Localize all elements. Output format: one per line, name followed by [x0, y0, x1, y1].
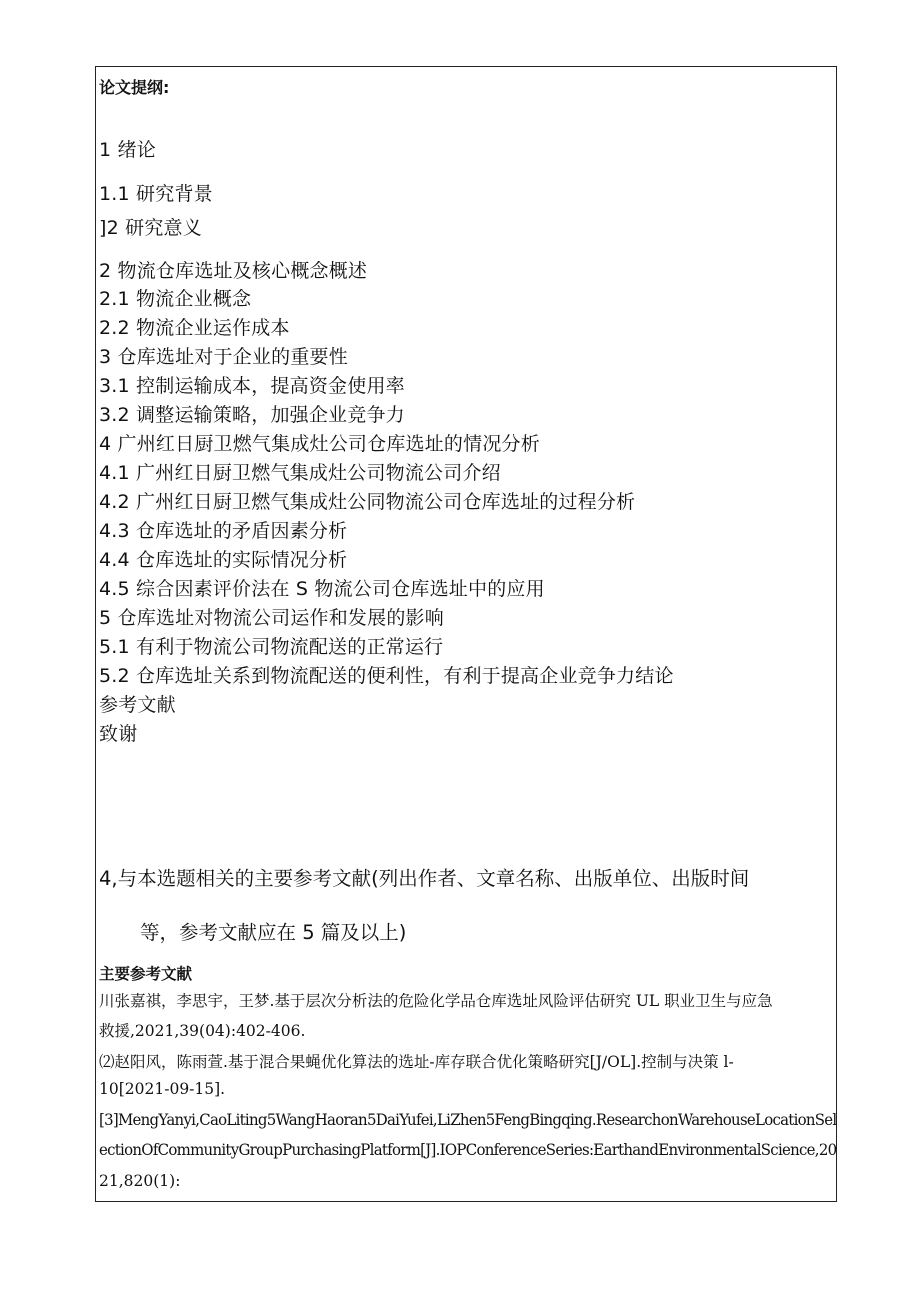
- outline-title: 论文提纲:: [99, 78, 170, 97]
- outline-item: 5.2 仓库选址关系到物流配送的便利性，有利于提高企业竞争力结论: [99, 665, 674, 687]
- outline-item: 4.1 广州红日厨卫燃气集成灶公司物流公司介绍: [99, 462, 501, 484]
- outline-item: 4 广州红日厨卫燃气集成灶公司仓库选址的情况分析: [99, 433, 540, 455]
- outline-item: 2.2 物流企业运作成本: [99, 317, 290, 339]
- references-question: 4,与本选题相关的主要参考文献(列出作者、文章名称、出版单位、出版时间: [99, 867, 750, 890]
- outline-item: 3 仓库选址对于企业的重要性: [99, 346, 348, 368]
- outline-item: 2 物流仓库选址及核心概念概述: [99, 260, 368, 282]
- outline-item: 4.3 仓库选址的矛盾因素分析: [99, 520, 348, 542]
- outline-item: 参考文献: [99, 694, 176, 716]
- outline-item: 2.1 物流企业概念: [99, 288, 252, 310]
- reference-line: ectionOfCommunityGroupPurchasingPlatform[J].IOPConferenceSeries:EarthandEnvironmentalScience,20: [99, 1141, 837, 1159]
- references-title: 主要参考文献: [99, 965, 193, 983]
- reference-line: 10[2021-09-15].: [99, 1080, 226, 1098]
- outline-item: 4.5 综合因素评价法在 S 物流公司仓库选址中的应用: [99, 578, 545, 600]
- outline-item: 5 仓库选址对物流公司运作和发展的影响: [99, 607, 444, 629]
- outline-item: 4.4 仓库选址的实际情况分析: [99, 549, 348, 571]
- reference-line: ⑵赵阳风，陈雨萱.基于混合果蝇优化算法的选址-库存联合优化策略研究[J∕OL].控制与决策 l-: [99, 1053, 734, 1071]
- outline-item: 3.2 调整运输策略，加强企业竞争力: [99, 404, 405, 426]
- reference-line: 救援,2021,39(04):402-406.: [99, 1022, 306, 1040]
- references-question-cont: 等，参考文献应在 5 篇及以上): [140, 921, 407, 944]
- reference-line: [3]MengYanyi,CaoLiting5WangHaoran5DaiYufei,LiZhen5FengBingqing.ResearchonWarehouseLocationSel: [99, 1111, 837, 1129]
- outline-item: ]2 研究意义: [99, 217, 202, 239]
- reference-line: 21,820(1):: [99, 1172, 181, 1190]
- outline-item: 致谢: [99, 723, 138, 745]
- reference-line: 川张嘉祺，李思宇，王梦.基于层次分析法的危险化学品仓库选址风险评估研究 UL 职业卫生与应急: [99, 992, 773, 1010]
- outline-item: 1 绪论: [99, 139, 156, 161]
- outline-item: 3.1 控制运输成本，提高资金使用率: [99, 375, 405, 397]
- outline-item: 5.1 有利于物流公司物流配送的正常运行: [99, 636, 444, 658]
- outline-item: 4.2 广州红日厨卫燃气集成灶公同物流公司仓库选址的过程分析: [99, 491, 636, 513]
- outline-item: 1.1 研究背景: [99, 183, 213, 205]
